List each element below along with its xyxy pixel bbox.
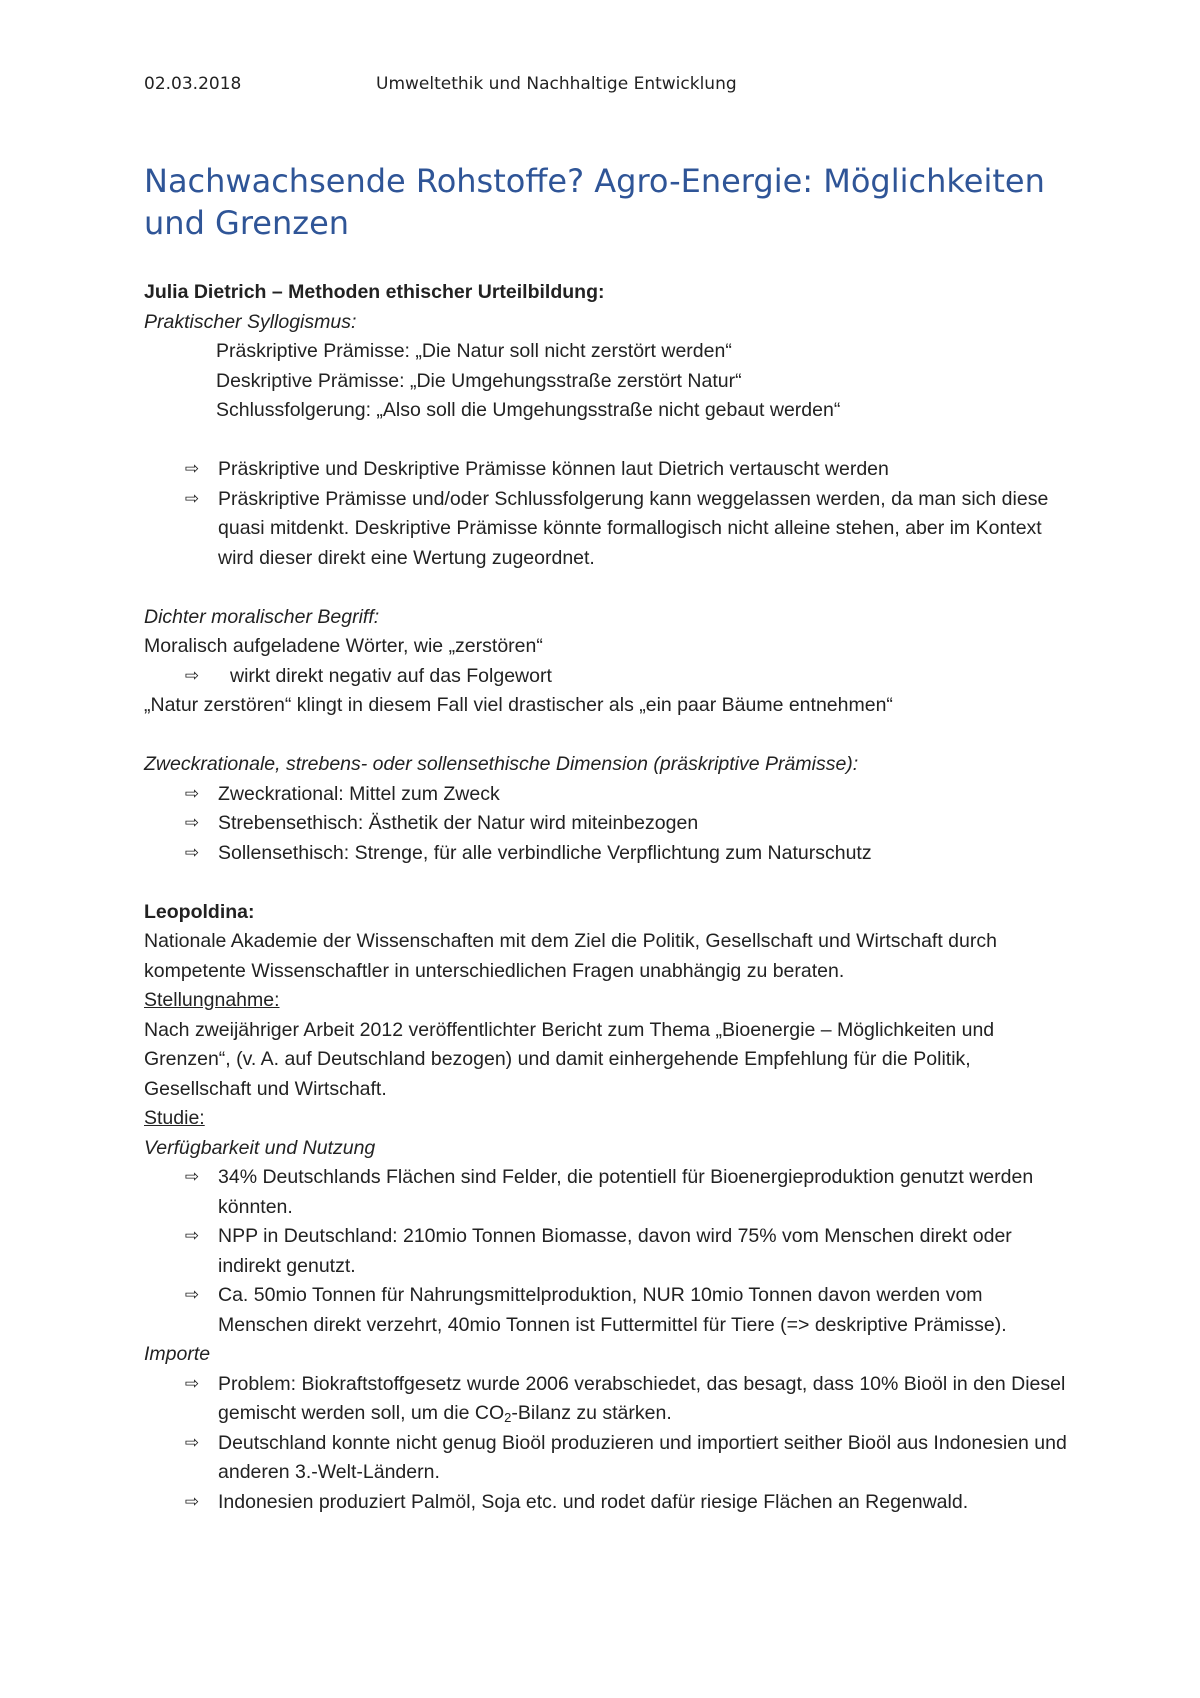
outline-arrow-right-icon: ⇨ <box>184 813 200 833</box>
syllogism-line: Präskriptive Prämisse: „Die Natur soll nicht zerstört werden“ <box>216 340 732 362</box>
syllogism-line: Schlussfolgerung: „Also soll die Umgehungsstraße nicht gebaut werden“ <box>216 399 841 421</box>
outline-arrow-right-icon: ⇨ <box>184 1226 200 1246</box>
bullet-item <box>144 1370 1069 1429</box>
outline-arrow-right-icon: ⇨ <box>184 1285 200 1305</box>
outline-arrow-right-icon: ⇨ <box>184 459 200 479</box>
header-course: Umweltethik und Nachhaltige Entwicklung <box>376 74 737 94</box>
bullet-text: Präskriptive Prämisse und/oder Schlussfolgerung kann weggelassen werden, da man sich diese quasi mitdenkt. Deskriptive Prämisse könnte formallogisch nicht alleine stehen, aber im Kontext wird dieser direkt eine Wertung zugeordnet. <box>218 487 1049 569</box>
section-heading-leopoldina: Leopoldina: <box>144 900 255 923</box>
statement-text: Nach zweijähriger Arbeit 2012 veröffentlichter Bericht zum Thema „Bioenergie – Möglichkeiten und Grenzen“, (v. A. auf Deutschland bezogen) und damit einhergehende Empfehlung für die Politik, Gesellschaft und Wirtschaft. <box>144 1018 995 1100</box>
dense-term-label: Dichter moralischer Begriff: <box>144 605 380 628</box>
bullet-text: Indonesien produziert Palmöl, Soja etc. und rodet dafür riesige Flächen an Regenwald. <box>218 1490 969 1513</box>
outline-arrow-right-icon: ⇨ <box>184 488 200 509</box>
outline-arrow-right-icon: ⇨ <box>184 842 200 863</box>
header-date: 02.03.2018 <box>144 74 242 94</box>
bullet-text: Ca. 50mio Tonnen für Nahrungsmittelproduktion, NUR 10mio Tonnen davon werden vom Menschen direkt verzehrt, 40mio Tonnen ist Futtermittel für Tiere (=> deskriptive Prämisse). <box>218 1284 1007 1336</box>
bullet-item <box>144 1429 1069 1488</box>
section-heading-dietrich: Julia Dietrich – Methoden ethischer Urteilbildung: <box>144 281 605 303</box>
page-header <box>144 74 737 94</box>
bullet-item <box>144 455 1069 485</box>
outline-arrow-right-icon: ⇨ <box>184 665 200 686</box>
bullet-item <box>144 1488 1069 1518</box>
statement-label: Stellungnahme: <box>144 989 280 1011</box>
syllogism-line: Deskriptive Prämisse: „Die Umgehungsstraße zerstört Natur“ <box>216 369 742 392</box>
bullet-item <box>144 809 1069 839</box>
dense-term-example: „Natur zerstören“ klingt in diesem Fall viel drastischer als „ein paar Bäume entnehmen“ <box>144 694 893 716</box>
bullet-text-part: -Bilanz zu stärken. <box>511 1402 672 1424</box>
bullet-text: Strebensethisch: Ästhetik der Natur wird miteinbezogen <box>218 812 699 834</box>
document-title: Nachwachsende Rohstoffe? Agro-Energie: Möglichkeiten und Grenzen <box>144 162 1045 242</box>
subscript-two: 2 <box>504 1410 512 1425</box>
dense-term-text: Moralisch aufgeladene Wörter, wie „zerstören“ <box>144 635 543 657</box>
bullet-text: wirkt direkt negativ auf das Folgewort <box>230 664 552 687</box>
availability-label: Verfügbarkeit und Nutzung <box>144 1136 376 1159</box>
bullet-item <box>144 1222 1069 1281</box>
bullet-item <box>144 1281 1069 1340</box>
syllogism-label: Praktischer Syllogismus: <box>144 310 357 333</box>
bullet-item <box>144 662 1069 692</box>
document-body <box>144 278 1069 1517</box>
dimension-label: Zweckrationale, strebens- oder sollensethische Dimension (präskriptive Prämisse): <box>144 753 859 775</box>
bullet-text: Deutschland konnte nicht genug Bioöl produzieren und importiert seither Bioöl aus Indonesien und anderen 3.-Welt-Ländern. <box>218 1431 1067 1483</box>
bullet-text: NPP in Deutschland: 210mio Tonnen Biomasse, davon wird 75% vom Menschen direkt oder indirekt genutzt. <box>218 1225 1012 1277</box>
outline-arrow-right-icon: ⇨ <box>184 783 200 804</box>
outline-arrow-right-icon: ⇨ <box>184 1432 200 1453</box>
bullet-text: Zweckrational: Mittel zum Zweck <box>218 782 500 805</box>
bullet-text: 34% Deutschlands Flächen sind Felder, die potentiell für Bioenergieproduktion genutzt werden könnten. <box>218 1166 1034 1218</box>
bullet-text: Präskriptive und Deskriptive Prämisse können laut Dietrich vertauscht werden <box>218 458 889 480</box>
bullet-item <box>144 485 1069 574</box>
outline-arrow-right-icon: ⇨ <box>184 1373 200 1394</box>
bullet-text <box>218 1373 1065 1425</box>
leopoldina-intro: Nationale Akademie der Wissenschaften mit dem Ziel die Politik, Gesellschaft und Wirtschaft durch kompetente Wissenschaftler in unterschiedlichen Fragen unabhängig zu beraten. <box>144 930 997 982</box>
imports-label: Importe <box>144 1343 211 1365</box>
bullet-item <box>144 780 1069 810</box>
bullet-text-part: Problem: Biokraftstoffgesetz wurde 2006 verabschiedet, das besagt, dass 10% Bioöl in den Diesel gemischt werden soll, um die CO <box>218 1372 1066 1424</box>
study-label: Studie: <box>144 1107 205 1129</box>
bullet-text: Sollensethisch: Strenge, für alle verbindliche Verpflichtung zum Naturschutz <box>218 841 872 864</box>
bullet-item <box>144 1163 1069 1222</box>
outline-arrow-right-icon: ⇨ <box>184 1491 200 1512</box>
bullet-item <box>144 839 1069 869</box>
outline-arrow-right-icon: ⇨ <box>184 1167 200 1187</box>
